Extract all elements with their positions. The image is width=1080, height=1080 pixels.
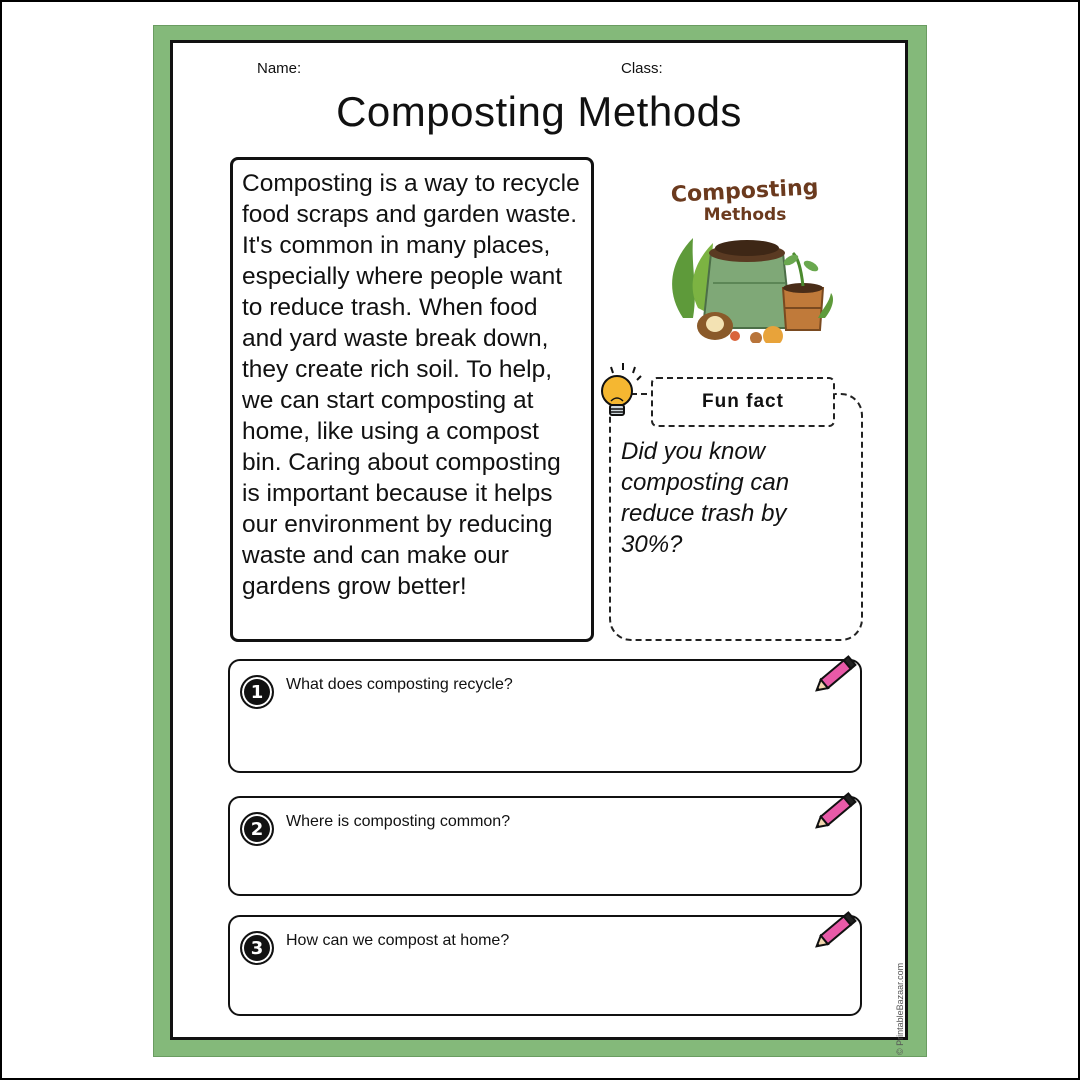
illustration-title-line1: Composting bbox=[670, 175, 820, 208]
name-label: Name: bbox=[257, 60, 302, 77]
fun-fact-text: Did you know composting can reduce trash by 30%? bbox=[621, 438, 790, 558]
lightbulb-icon bbox=[593, 361, 649, 423]
reading-passage: Composting is a way to recycle food scraps and garden waste. It's common in many places, especially where people want to reduce trash. When food and yard waste break down, they create rich soil. To help, we can start composting at home, like using a compost bin. Caring about composting is important because it helps our environment by reducing waste and can make our gardens grow better! bbox=[230, 157, 594, 642]
question-text: What does composting recycle? bbox=[286, 676, 513, 693]
page-title: Composting Methods bbox=[336, 88, 742, 135]
worksheet bbox=[170, 40, 908, 1055]
question-text: Where is composting common? bbox=[286, 813, 511, 830]
pencil-icon bbox=[808, 651, 864, 701]
class-label: Class: bbox=[621, 60, 663, 77]
pencil-icon bbox=[808, 907, 864, 957]
question-number: 2 bbox=[240, 812, 274, 846]
question-1-answer-box[interactable] bbox=[228, 659, 862, 773]
question-2-answer-box[interactable] bbox=[228, 796, 862, 896]
question-number: 1 bbox=[240, 675, 274, 709]
fun-fact-heading: Fun fact bbox=[651, 377, 835, 427]
copyright-text: © PrintableBazaar.com bbox=[895, 962, 905, 1055]
question-text: How can we compost at home? bbox=[286, 932, 510, 949]
compost-illustration bbox=[653, 168, 838, 343]
question-number: 3 bbox=[240, 931, 274, 965]
question-3-answer-box[interactable] bbox=[228, 915, 862, 1016]
pencil-icon bbox=[808, 788, 864, 838]
illustration-title-line2: Methods bbox=[703, 205, 787, 225]
